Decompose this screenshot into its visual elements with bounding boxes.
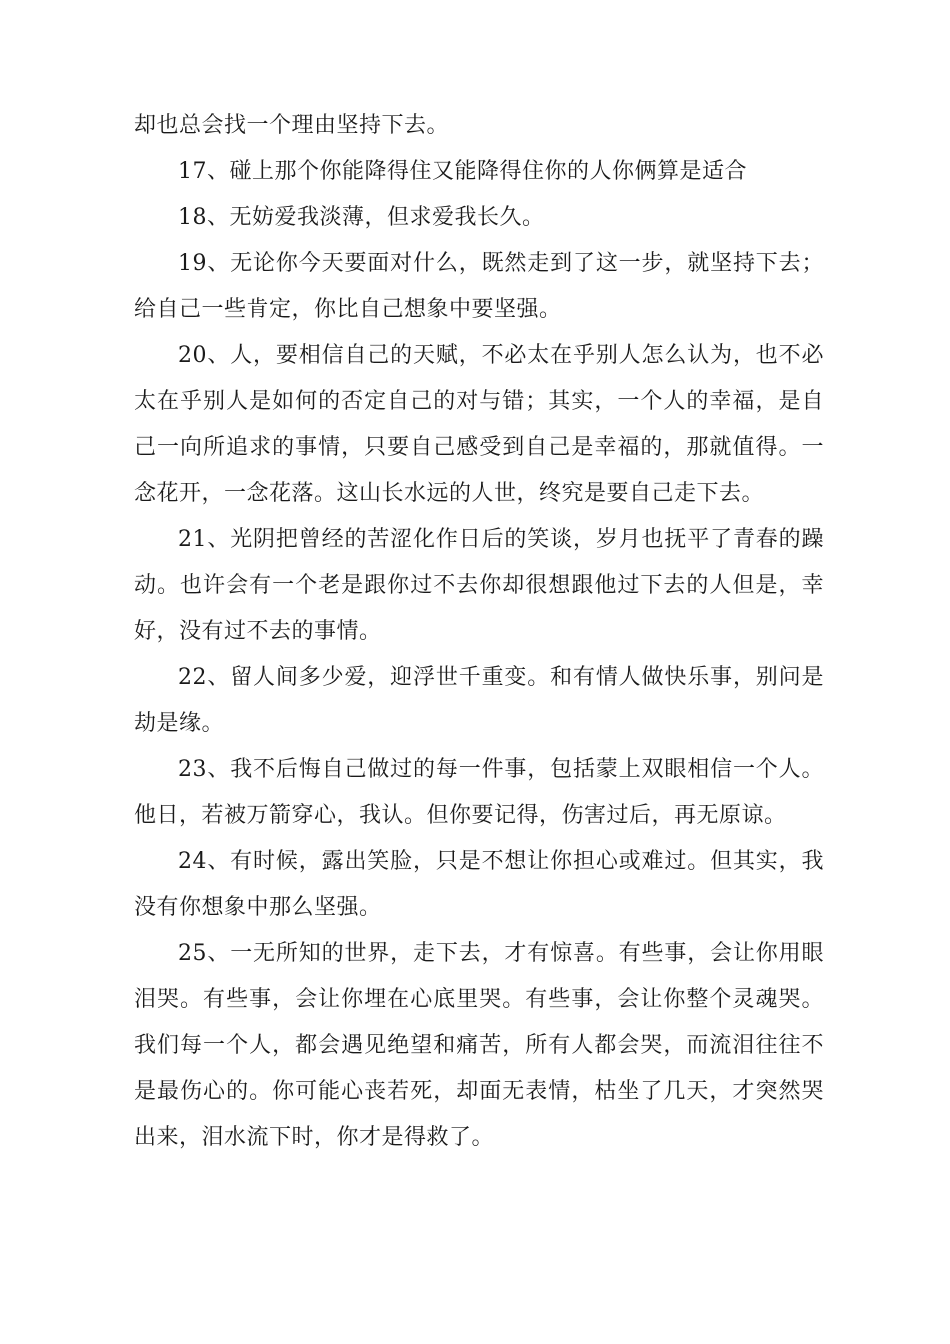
paragraph-23: 23、我不后悔自己做过的每一件事，包括蒙上双眼相信一个人。他日，若被万箭穿心，我认。但你要记得，伤害过后，再无原谅。 — [134, 757, 824, 828]
paragraph-24: 24、有时候，露出笑脸，只是不想让你担心或难过。但其实，我没有你想象中那么坚强。 — [134, 849, 824, 920]
paragraph-21: 21、光阴把曾经的苦涩化作日后的笑谈，岁月也抚平了青春的躁动。也许会有一个老是跟你过不去你却很想跟他过下去的人但是，幸好，没有过不去的事情。 — [134, 527, 824, 644]
paragraph-17: 17、碰上那个你能降得住又能降得住你的人你俩算是适合 — [178, 159, 747, 184]
document-body — [134, 103, 824, 1161]
paragraph-continuation: 却也总会找一个理由坚持下去。 — [134, 113, 450, 138]
paragraph-19: 19、无论你今天要面对什么，既然走到了这一步，就坚持下去；给自己一些肯定，你比自己想象中要坚强。 — [134, 251, 824, 322]
paragraph-25: 25、一无所知的世界，走下去，才有惊喜。有些事，会让你用眼泪哭。有些事，会让你埋在心底里哭。有些事，会让你整个灵魂哭。我们每一个人，都会遇见绝望和痛苦，所有人都会哭，而流泪往往不是最伤心的。你可能心丧若死，却面无表情，枯坐了几天，才突然哭出来，泪水流下时，你才是得救了。 — [134, 941, 824, 1150]
paragraph-18: 18、无妨爱我淡薄，但求爱我长久。 — [178, 205, 545, 230]
paragraph-22: 22、留人间多少爱，迎浮世千重变。和有情人做快乐事，别问是劫是缘。 — [134, 665, 824, 736]
paragraph-20: 20、人，要相信自己的天赋，不必太在乎别人怎么认为，也不必太在乎别人是如何的否定自己的对与错；其实，一个人的幸福，是自己一向所追求的事情，只要自己感受到自己是幸福的，那就值得。一念花开，一念花落。这山长水远的人世，终究是要自己走下去。 — [134, 343, 824, 506]
